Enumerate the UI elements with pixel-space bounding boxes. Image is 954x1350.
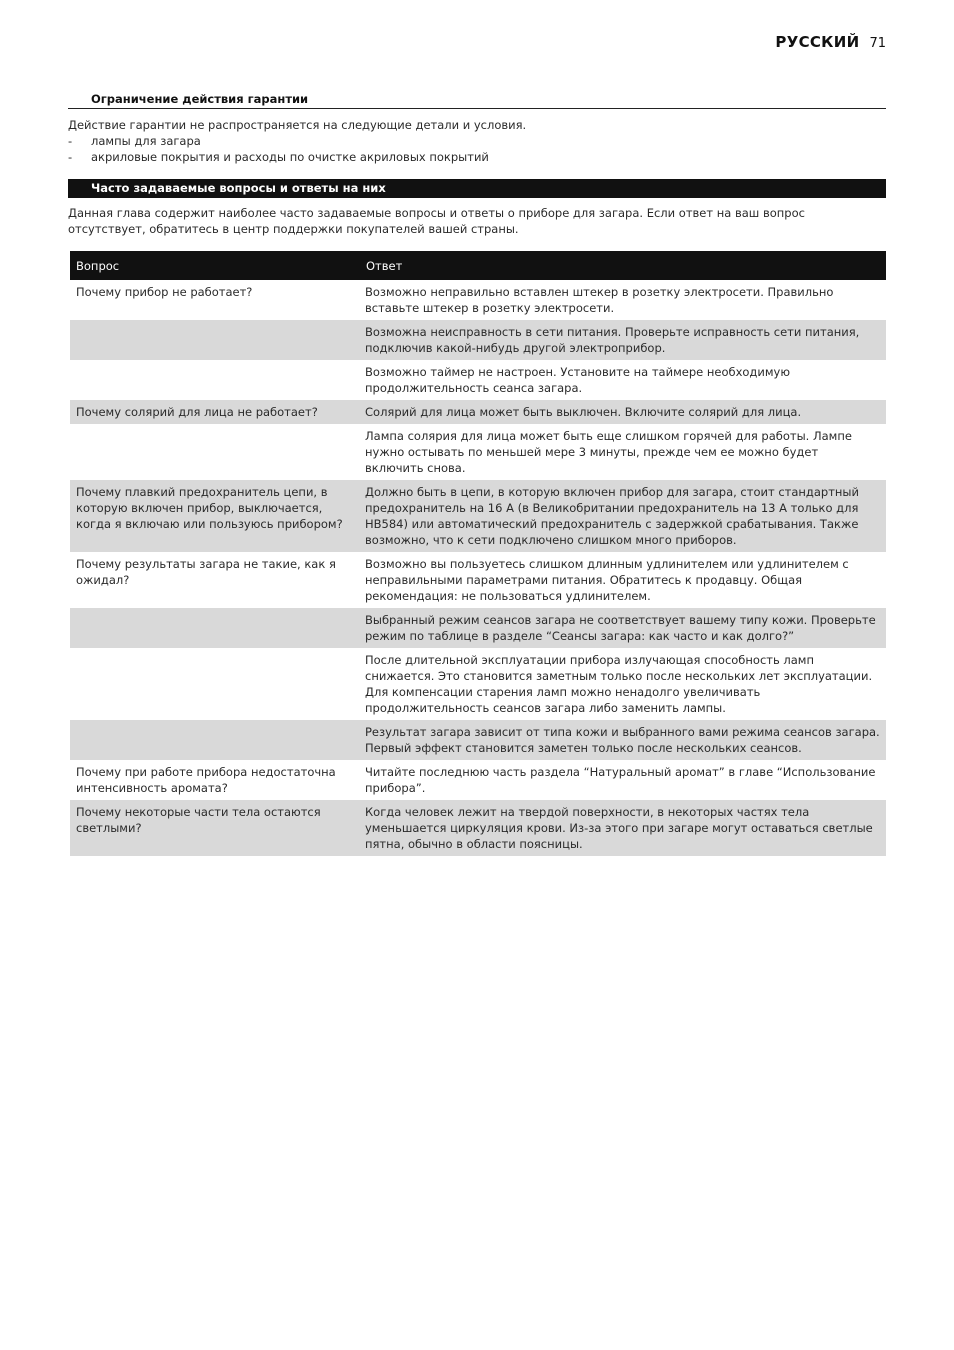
warranty-exclusions-list — [68, 133, 886, 165]
table-row — [70, 760, 886, 800]
question-cell: Почему результаты загара не такие, как я ожидал? — [76, 557, 336, 587]
table-row — [70, 648, 886, 720]
answer-cell: После длительной эксплуатации прибора излучающая способность ламп снижается. Это становится заметным только после нескольких лет эксплуатации. Для компенсации старения ламп можно ненадолго увеличивать продолжительность сеансов загара либо заменить лампы. — [365, 653, 873, 715]
answer-cell: Выбранный режим сеансов загара не соответствует вашему типу кожи. Проверьте режим по таблице в разделе “Сеансы загара: как часто и как долго?” — [360, 608, 886, 648]
table-row — [70, 552, 886, 608]
faq-intro: Данная глава содержит наиболее часто задаваемые вопросы и ответы о приборе для загара. Если ответ на ваш вопрос отсутствует, обратитесь в центр поддержки покупателей вашей страны. — [68, 206, 805, 236]
answer-cell: Результат загара зависит от типа кожи и выбранного вами режима сеансов загара. Первый эффект становится заметен только после нескольких сеансов. — [360, 720, 886, 760]
table-row — [70, 280, 886, 320]
answer-cell: Возможно вы пользуетесь слишком длинным удлинителем или удлинителем с неправильными параметрами питания. Обратитесь к продавцу. Общая рекомендация: не пользоваться удлинителем. — [365, 557, 849, 603]
answer-cell: Лампа солярия для лица может быть еще слишком горячей для работы. Лампе нужно остывать по меньшей мере 3 минуты, прежде чем ее можно будет включить снова. — [365, 429, 852, 475]
question-cell — [70, 608, 360, 648]
table-row — [70, 720, 886, 760]
list-item: - лампы для загара — [68, 134, 201, 148]
question-cell: Почему солярий для лица не работает? — [70, 400, 360, 424]
table-row — [70, 608, 886, 648]
page-number: 71 — [869, 36, 886, 51]
answer-cell: Должно быть в цепи, в которую включен прибор для загара, стоит стандартный предохранитель на 16 А (в Великобритании предохранитель на 13 А только для HB584) или автоматический предохранитель с задержкой срабатывания. Также возможно, что к сети подключено слишком много приборов. — [360, 480, 886, 552]
question-cell — [70, 320, 360, 360]
column-header-answer: Ответ — [360, 251, 886, 280]
warranty-section-title: Ограничение действия гарантии — [68, 91, 886, 109]
question-cell — [70, 720, 360, 760]
table-row — [70, 400, 886, 424]
table-row — [70, 424, 886, 480]
table-row — [70, 320, 886, 360]
question-cell: Почему плавкий предохранитель цепи, в которую включен прибор, выключается, когда я включаю или пользуюсь прибором? — [70, 480, 360, 552]
faq-table — [70, 251, 886, 856]
list-item-text: лампы для загара — [91, 134, 201, 148]
answer-cell: Возможно таймер не настроен. Установите на таймере необходимую продолжительность сеанса загара. — [365, 365, 791, 395]
list-item: - акриловые покрытия и расходы по очистке акриловых покрытий — [68, 150, 489, 164]
answer-cell: Возможна неисправность в сети питания. Проверьте исправность сети питания, подключив какой-нибудь другой электроприбор. — [360, 320, 886, 360]
warranty-intro: Действие гарантии не распространяется на следующие детали и условия. — [68, 118, 527, 132]
table-row — [70, 360, 886, 400]
question-cell — [70, 648, 360, 720]
page-content — [68, 91, 886, 856]
answer-cell: Возможно неправильно вставлен штекер в розетку электросети. Правильно вставьте штекер в розетку электросети. — [365, 285, 834, 315]
question-cell — [70, 424, 360, 480]
answer-cell: Когда человек лежит на твердой поверхности, в некоторых частях тела уменьшается циркуляция крови. Из-за этого при загаре могут оставаться светлые пятна, обычно в области поясницы. — [360, 800, 886, 856]
table-header-row — [70, 251, 886, 280]
page-header — [775, 33, 886, 51]
faq-section-title: Часто задаваемые вопросы и ответы на них — [68, 179, 886, 198]
answer-cell: Солярий для лица может быть выключен. Включите солярий для лица. — [360, 400, 886, 424]
question-cell: Почему некоторые части тела остаются светлыми? — [70, 800, 360, 856]
question-cell — [70, 360, 360, 400]
table-row — [70, 800, 886, 856]
question-cell: Почему при работе прибора недостаточна интенсивность аромата? — [76, 765, 336, 795]
column-header-question: Вопрос — [70, 251, 360, 280]
page-language: РУССКИЙ — [775, 33, 860, 51]
table-row — [70, 480, 886, 552]
answer-cell: Читайте последнюю часть раздела “Натуральный аромат” в главе “Использование прибора”. — [365, 765, 876, 795]
question-cell: Почему прибор не работает? — [76, 285, 253, 299]
list-item-text: акриловые покрытия и расходы по очистке акриловых покрытий — [91, 150, 489, 164]
